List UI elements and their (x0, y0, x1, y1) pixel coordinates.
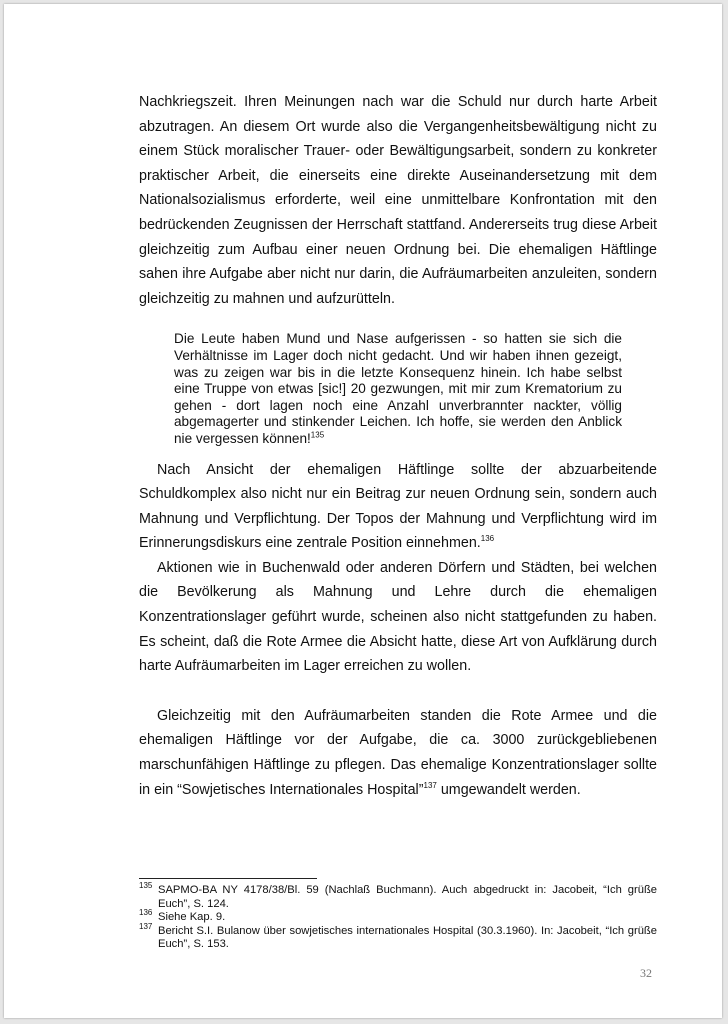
footnote-ref-137[interactable]: 137 (423, 780, 437, 790)
footnote-137: 137 Bericht S.I. Bulanow über sowjetisches internationales Hospital (30.3.1960). In: Jacobeit, “Ich grüße Euch”, S. 153. (139, 922, 657, 951)
paragraph-4: Gleichzeitig mit den Aufräumarbeiten standen die Rote Armee und die ehemaligen Häftlinge vor der Aufgabe, die ca. 3000 zurückgebliebenen marschunfähigen Häftlinge zu pflegen. Das ehemalige Konzentrationslager sollte in ein “Sowjetisches Internationales Hospital”$^{137}$ umgewandelt werden. (139, 707, 657, 798)
footnote-ref-136[interactable]: 136 (480, 534, 495, 544)
footnote-separator (139, 878, 317, 879)
paragraph-2: Nach Ansicht der ehemaligen Häftlinge sollte der abzuarbeitende Schuldkomplex also nicht nur ein Beitrag zur neuen Ordnung sein, sondern auch Mahnung und Verpflichtung. Der Topos der Mahnung und Verpflichtung wird im Erinnerungsdiskurs eine zentrale Position einnehmen.$^{136}$ (139, 461, 657, 552)
paragraph-spacer (139, 679, 657, 704)
body-text (139, 90, 657, 802)
footnote-136: 136 Siehe Kap. 9. (139, 908, 226, 924)
page-number: 32 (640, 966, 652, 980)
paragraph-3: Aktionen wie in Buchenwald oder anderen Dörfern und Städten, bei welchen die Bevölkerung als Mahnung und Lehre durch die ehemaligen Konzentrationslager geführt wurde, scheinen also nicht stattgefunden zu haben. Es scheint, daß die Rote Armee die Absicht hatte, diese Art von Aufklärung durch harte Aufräumarbeiten im Lager erreichen zu wollen. (139, 559, 657, 675)
footnotes (139, 881, 657, 952)
block-quote: Die Leute haben Mund und Nase aufgerissen - so hatten sie sich die Verhältnisse im Lager doch nicht gedacht. Und wir haben ihnen gezeigt, was zu zeigen war bis in die letzte Konsequenz hinein. Ich habe selbst eine Truppe von etwas [sic!] 20 gezwungen, mit mir zum Krematorium zu gehen - dort lagen noch eine Anzahl unverbrannter nackter, völlig abgemagerter und stinkender Leichen. Ich hoffe, sie werden den Anblick nie vergessen können!$^{135}$ (174, 331, 622, 446)
paragraph-1: Nachkriegszeit. Ihren Meinungen nach war die Schuld nur durch harte Arbeit abzutragen. An diesem Ort wurde also die Vergangenheitsbewältigung nicht zu einem Stück moralischer Trauer- oder Bewältigungsarbeit, sondern zu konkreter praktischer Arbeit, die einerseits eine direkte Auseinandersetzung mit dem Nationalsozialismus erforderte, weil eine unmittelbare Konfrontation mit den bedrückenden Zeugnissen der Herrschaft stattfand. Andererseits trug diese Arbeit gleichzeitig zum Aufbau einer neuen Ordnung bei. Die ehemaligen Häftlinge sahen ihre Aufgabe aber nicht nur darin, die Aufräumarbeiten anzuleiten, sondern gleichzeitig zu mahnen und aufzurütteln. (139, 94, 657, 307)
footnote-ref-135[interactable]: 135 (310, 430, 325, 440)
document-page (4, 4, 722, 1018)
footnote-135: 135 SAPMO-BA NY 4178/38/Bl. 59 (Nachlaß Buchmann). Auch abgedruckt in: Jacobeit, “Ich grüße Euch”, S. 124. (139, 881, 657, 910)
